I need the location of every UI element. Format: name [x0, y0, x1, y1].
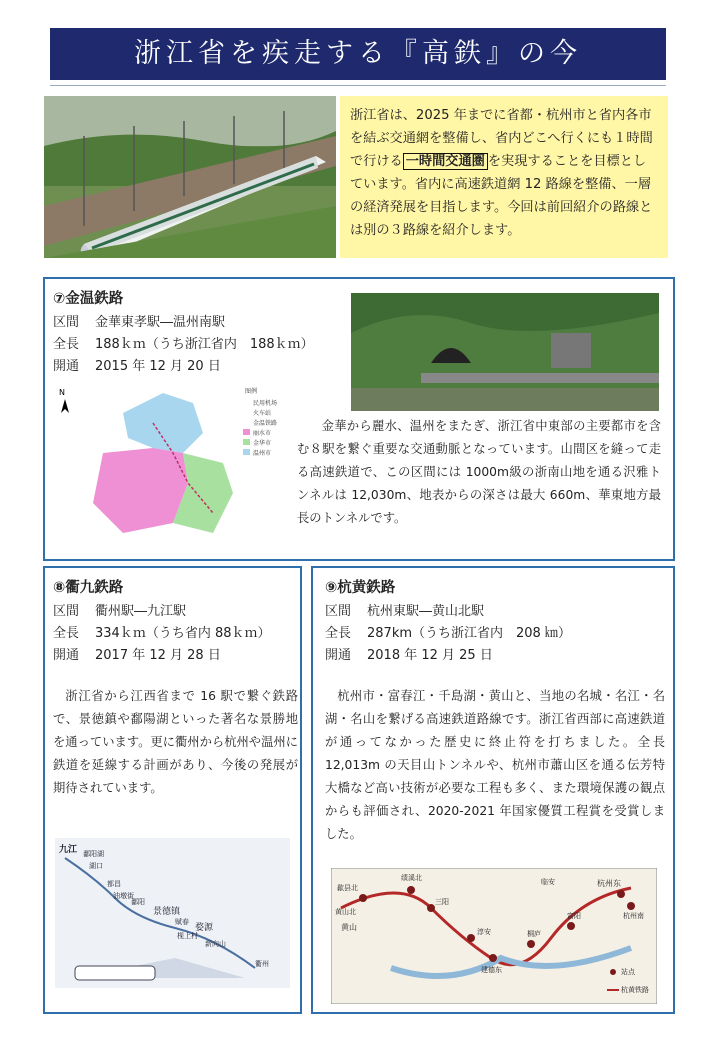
hanghuang-route-map [331, 868, 657, 1004]
title-underline [50, 85, 666, 86]
hanghuang-map-label-0: 歙县北 [337, 884, 358, 892]
jinwen-open: 2015 年 12 月 20 日 [95, 359, 221, 374]
qujiu-map-label-8: 赋春 [175, 918, 189, 926]
hanghuang-map-label-7: 富阳 [567, 912, 581, 920]
legend-item-5: 温州市 [253, 450, 272, 457]
hanghuang-map-label-1: 绩溪北 [401, 874, 422, 882]
qujiu-section-key: 区間 [53, 604, 80, 619]
hanghuang-map-label-3: 三阳 [435, 898, 449, 906]
hanghuang-section: 杭州東駅―黄山北駅 [367, 604, 485, 619]
intro-text-box [340, 96, 668, 258]
intro-highlight: 一時間交通圏 [403, 153, 488, 170]
qujiu-map-label-11: 衢州 [255, 960, 269, 968]
qujiu-map-label-10: 枧上村 [177, 932, 198, 940]
hanghuang-map-label-10: 黄山 [341, 923, 357, 932]
hanghuang-open: 2018 年 12 月 25 日 [367, 648, 493, 663]
qujiu-map-label-2: 湖口 [89, 862, 103, 870]
qujiu-section: 衢州駅―九江駅 [95, 604, 187, 619]
hanghuang-map-label-9: 杭州南 [623, 912, 644, 920]
jinwen-route-map [53, 383, 293, 543]
hanghuang-map-label-12: 站点 [621, 968, 635, 976]
north-arrow-icon [61, 399, 69, 413]
qujiu-open: 2017 年 12 月 28 日 [95, 648, 221, 663]
qujiu-map-label-7: 婺源 [195, 923, 214, 933]
intro-after: を実現することを目標としています。省内に高速鉄道網 12 路線を整備、一層の経済発展を目指します。今回は前回紹介の路線とは別の３路線を紹介します。 [350, 154, 653, 238]
qujiu-map-label-4: 油墩街 [113, 892, 134, 900]
qujiu-open-key: 開通 [53, 648, 80, 663]
jinwen-length: 188ｋｍ（うち浙江省内 188ｋｍ） [95, 337, 314, 352]
page-title: 浙江省を疾走する『高鉄』の今 [50, 28, 666, 80]
hanghuang-map-label-2: 黄山北 [335, 908, 356, 916]
map-north-label: N [59, 388, 65, 397]
qujiu-desc: 浙江省から江西省まで 16 駅で繋ぐ鉄路で、景徳鎮や鄱陽湖といった著名な景勝地を通っています。更に衢州から杭州や温州に鉄道を延線する計画があり、今後の発展が期待されています。 [53, 689, 298, 795]
legend-item-1: 火车站 [253, 410, 272, 417]
hanghuang-map-label-6: 桐庐 [527, 930, 541, 938]
jinwen-title: ⑦金温鉄路 [53, 291, 124, 307]
jinwen-open-key: 開通 [53, 359, 80, 374]
qujiu-length: 334ｋｍ（うち省内 88ｋｍ） [95, 626, 271, 641]
hanghuang-title: ⑨杭黄鉄路 [325, 580, 396, 596]
jinwen-length-key: 全長 [53, 337, 80, 352]
hanghuang-open-key: 開通 [325, 648, 352, 663]
qujiu-map-label-3: 都昌 [107, 880, 121, 888]
legend-item-2: 金温铁路 [253, 420, 278, 427]
qujiu-map-label-6: 景德镇 [153, 907, 181, 917]
hanghuang-length-key: 全長 [325, 626, 352, 641]
qujiu-map-label-1: 鄱阳湖 [83, 850, 104, 858]
hanghuang-map-label-11: 临安 [541, 878, 555, 886]
hanghuang-map-label-5: 建德东 [481, 966, 502, 974]
section-qujiu [43, 566, 302, 1014]
intro-before: 浙江省は、2025 年までに省都・杭州市と省内各市を結ぶ交通網を整備し、省内どこへ行くにも１時間で行ける [350, 108, 653, 169]
hanghuang-map-label-8: 杭州东 [597, 879, 621, 888]
section-jinwen [43, 277, 675, 561]
hanghuang-map-label-4: 淳安 [477, 928, 491, 936]
hanghuang-map-label-13: 杭黄铁路 [621, 986, 649, 994]
hanghuang-desc: 杭州市・富春江・千島湖・黄山と、当地の名城・名江・名湖・名山を繋げる高速鉄道路線です。浙江省西部に高速鉄道が通ってなかった歴史に終止符を打ちました。全長 12,013m の天目山トンネルや、杭州市蕭山区を通る伝芳特大橋など高い技術が必要な工程も多く、また環境保護の観点からも評価され、2020-2021 年国家優質工程賞を受賞しました。 [325, 689, 665, 841]
section-hanghuang [311, 566, 675, 1014]
qujiu-map-label-9: 新向山 [205, 940, 226, 948]
legend-item-4: 金华市 [253, 440, 272, 447]
legend-item-0: 民用机场 [253, 400, 278, 407]
jinwen-section-key: 区間 [53, 315, 80, 330]
qujiu-map-label-5: 鄱阳 [131, 898, 145, 906]
qujiu-map-label-0: 九江 [59, 845, 78, 855]
jinwen-desc: 金華から麗水、温州をまたぎ、浙江省中東部の主要都市を含む８駅を繋ぐ重要な交通動脈となっています。山間区を縫って走る高速鉄道で、この区間には 1000m級の浙南山地を通る沢雅トンネルは 12,030m、地表からの深さは最大 660m、華東地方最長のトンネルです。 [297, 419, 661, 525]
legend-title: 图例 [245, 388, 258, 395]
legend-item-3: 丽水市 [253, 430, 272, 437]
qujiu-title: ⑧衢九鉄路 [53, 580, 124, 596]
hanghuang-section-key: 区間 [325, 604, 352, 619]
hanghuang-length: 287km（うち浙江省内 208 ㎞） [367, 626, 571, 641]
qujiu-route-map [55, 838, 290, 988]
train-photo [44, 96, 336, 258]
qujiu-length-key: 全長 [53, 626, 80, 641]
tunnel-photo [351, 293, 659, 411]
jinwen-section: 金華東孝駅―温州南駅 [95, 315, 226, 330]
